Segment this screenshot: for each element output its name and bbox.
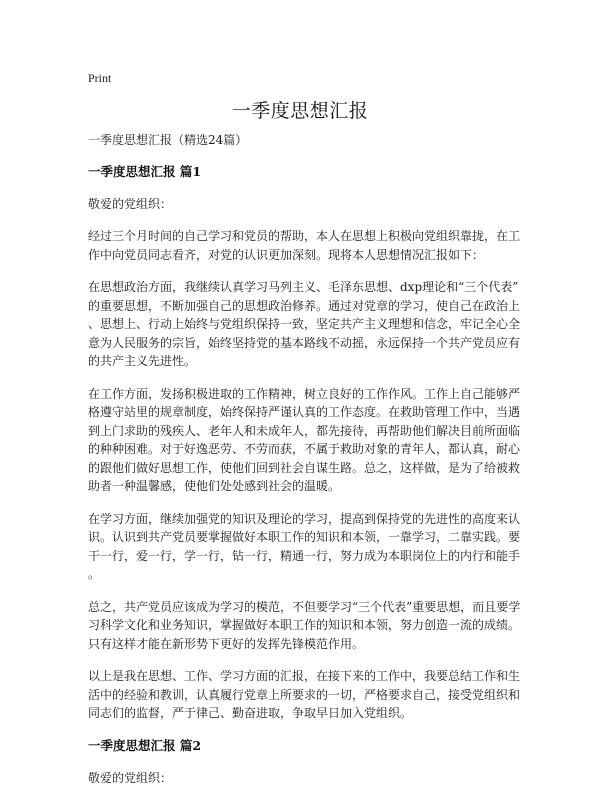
section: [88, 163, 521, 723]
paragraph: [88, 278, 521, 371]
page-title: 一季度思想汇报: [231, 100, 369, 122]
paragraph: [88, 667, 521, 723]
text-line: 经过三个月时间的自己学习和党员的帮助，本人在思想上积极向党组织靠拢，在工: [88, 229, 521, 243]
text-line: 以上是我在思想、工作、学习方面的汇报，在接下来的工作中，我要总结工作和生: [88, 669, 521, 683]
section-heading: 一季度思想汇报 篇1: [88, 163, 202, 179]
text-line: 、思想上、行动上始终与党组织保持一致，坚定共产主义理想和信念，牢记全心全: [88, 317, 521, 331]
text-line: 助者一种温馨感，使他们处处感到社会的温暖。: [88, 479, 341, 493]
print-label: Print: [88, 71, 112, 85]
text-line: 敬爱的党组织：: [88, 196, 173, 211]
section-heading: 一季度思想汇报 篇2: [88, 737, 202, 753]
text-line: 在思想政治方面，我继续认真学习马列主义、毛泽东思想、dxp理论和“三个代表”: [88, 280, 519, 294]
paragraph: [88, 195, 518, 214]
document-content: [88, 131, 521, 801]
text-line: 总之，共产党员应该成为学习的模范，不但要学习“三个代表”重要思想，而且要学: [88, 599, 521, 614]
text-line: 格遵守站里的规章制度，始终保持严谨认真的工作态度。在救助管理工作中，当遇: [88, 405, 521, 419]
text-line: 意为人民服务的宗旨，始终坚持党的基本路线不动摇，永远保持一个共产党员应有: [88, 335, 521, 350]
text-line: 作中向党员同志看齐，对党的认识更加深刻。现将本人思想情况汇报如下：: [88, 247, 485, 262]
text-line: 活中的经验和教训，认真履行党章上所要求的一切，严格要求自己，接受党组织和: [88, 687, 521, 702]
document-subtitle: 一季度思想汇报（精选24篇）: [88, 133, 248, 147]
text-line: 干一行，爱一行，学一行，钻一行，精通一行，努力成为本职岗位上的内行和能手: [88, 548, 521, 563]
text-line: 的种种困难。对于好逸恶劳、不劳而获，不属于救助对象的青年人，都认真，耐心: [88, 442, 521, 456]
paragraph: [88, 385, 521, 496]
text-line: 同志们的监督，严于律己、勤奋进取，争取早日加入党组织。: [88, 706, 413, 720]
text-line: 习科学文化和业务知识，掌握做好本职工作的知识和本领，努力创造一流的成绩。: [88, 618, 521, 632]
text-line: 在学习方面，继续加强党的知识及理论的学习，提高到保持党的先进性的高度来认: [88, 511, 521, 526]
text-line: 敬爱的党组织：: [88, 770, 173, 785]
text-line: 在工作方面，发扬积极进取的工作精神，树立良好的工作作风。工作上自己能够严: [88, 386, 521, 401]
paragraph: [88, 769, 518, 788]
section: [88, 737, 518, 788]
text-line: 识。认识到共产党员要掌握做好本职工作的知识和本领，一靠学习，二靠实践。要: [88, 530, 521, 544]
text-line: 到上门求助的残疾人、老年人和未成年人，都先接待，再帮助他们解决目前所面临: [88, 423, 521, 438]
paragraph: [88, 227, 521, 264]
text-line: 的共产主义先进性。: [88, 354, 197, 368]
text-line: 的重要思想，不断加强自己的思想政治修养。通过对党章的学习，使自己在政治上: [88, 298, 521, 313]
paragraph: [88, 510, 521, 584]
text-line: 只有这样才能在新形势下更好的发挥先锋模范作用。: [88, 636, 365, 651]
text-line: 的跟他们做好思想工作，使他们回到社会自谋生路。总之，这样做，是为了给被救: [88, 460, 521, 475]
paragraph: [88, 598, 521, 654]
text-line: 。: [88, 567, 101, 581]
